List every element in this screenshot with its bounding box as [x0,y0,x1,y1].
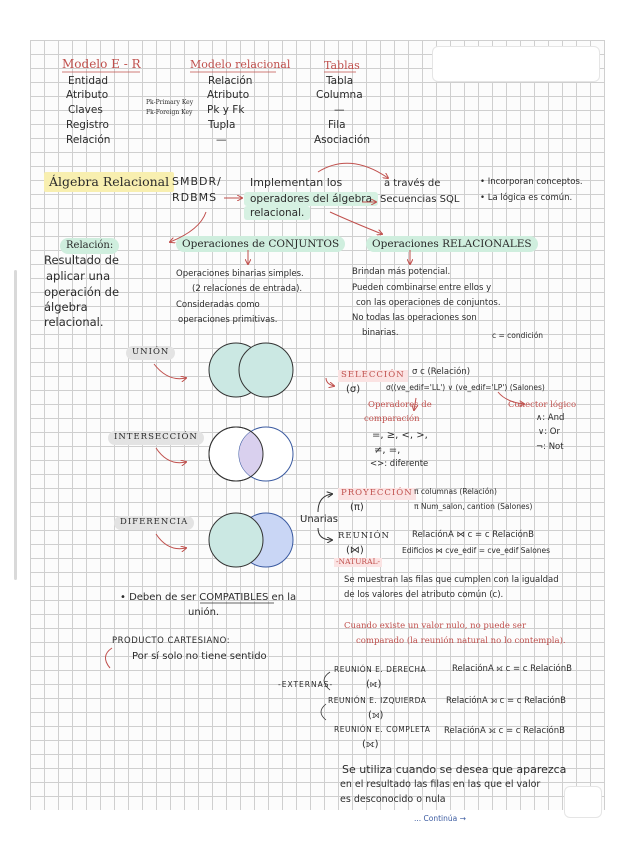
reunion-label: REUNIÓN [338,531,390,541]
tablas-item: Tabla [326,75,354,87]
traves-line: a través de [384,178,441,189]
modelo-relacional-item: — [216,134,227,146]
externa-name: REUNIÓN E. COMPLETA [334,725,431,734]
continua-note: ... Continúa → [414,814,466,823]
arrow-icon [170,212,206,242]
ops-conjuntos-line: Operaciones binarias simples. [176,269,304,279]
tablas-item: Fila [328,119,346,131]
ops-relacionales-line: con las operaciones de conjuntos. [356,298,501,308]
ops-relacionales-line: No todas las operaciones son [352,313,477,323]
producto-label: PRODUCTO CARTESIANO: [112,636,231,646]
operadores-label: comparación [364,414,420,424]
modelo-er-item: Relación [66,134,111,146]
tablas-item: Columna [316,89,363,101]
externa-symbol: (⟗) [362,739,379,750]
proyeccion-example: π Num_salon, cantion (Salones) [414,502,533,511]
arrow-icon [326,378,334,386]
diferencia-label: DIFERENCIA [114,516,194,530]
modelo-relacional-title: Modelo relacional [190,58,291,71]
algebra-note: • Incorporan conceptos. [480,177,583,187]
reunion-nulo: Cuando existe un valor nulo, no puede ser [344,621,527,631]
operadores-list: <>: diferente [370,459,429,469]
externa-symbol: (⟖) [366,679,382,690]
externa-syntax: RelaciónA ⟖ c = c RelaciónB [452,664,572,674]
algebra-title: Álgebra Relacional [44,172,174,192]
modelo-er-item: Registro [66,119,109,131]
ops-relacionales-title: Operaciones RELACIONALES [366,236,538,252]
seleccion-symbol: (σ) [346,384,361,395]
conector-list: ∧: And [536,413,565,423]
externa-name: REUNIÓN E. DERECHA [334,665,427,674]
proyeccion-syntax: π columnas (Relación) [414,487,497,496]
arrow-icon [156,534,186,549]
implementan-line: Implementan los [250,176,343,189]
arrow-icon [414,398,416,410]
externa-syntax: RelaciónA ⟗ c = c RelaciónB [444,726,565,736]
relacion-def: álgebra [44,300,88,314]
externas-desc: es desconocido o nula [340,794,446,805]
relacion-def: Resultado de [44,253,119,267]
traves-line: Secuencias SQL [380,194,460,205]
condicion-note: c = condición [492,331,544,340]
venn-circle-b [239,343,293,397]
seleccion-syntax: σ c (Relación) [412,367,471,377]
arrow-icon [330,212,382,234]
relacion-def: aplicar una [46,269,111,283]
rdbms-label: RDBMS [172,191,218,204]
relacion-def: relacional. [44,315,104,329]
conector-list: ∨: Or [538,427,560,437]
arrow-icon [105,648,112,668]
arrow-icon [318,494,332,512]
reunion-symbol: (⋈) [346,545,364,556]
ops-relacionales-line: Pueden combinarse entre ellos y [352,283,492,293]
reunion-example: Edificios ⋈ cve_edif = cve_edif Salones [402,546,551,555]
fk-note: Fk-Foreign Key [146,109,193,116]
reunion-desc: de los valores del atributo común (c). [344,590,504,600]
operadores-label: Operadores de [368,400,432,410]
arrow-icon [154,364,186,379]
operadores-list: ≠, =, [374,445,401,456]
operadores-list: =, ≥, <, >, [372,430,428,441]
modelo-relacional-item: Pk y Fk [207,104,245,116]
unarias-label: Unarias [300,514,339,525]
reunion-syntax: RelaciónA ⋈ c = c RelaciónB [412,530,535,540]
modelo-er-title: Modelo E - R [62,57,141,71]
ops-conjuntos-line: (2 relaciones de entrada). [192,284,303,294]
producto-note: Por sí solo no tiene sentido [132,651,267,662]
reunion-desc: Se muestran las filas que cumplen con la igualdad [344,575,559,585]
compatibles-note: unión. [188,607,220,618]
ops-conjuntos-line: operaciones primitivas. [178,315,278,325]
externa-name: REUNIÓN E. IZQUIERDA [328,696,427,705]
ops-relacionales-line: Brindan más potencial. [352,267,451,277]
pk-note: Pk-Primary Key [146,99,194,106]
seleccion-label: SELECCIÓN [338,370,408,382]
modelo-relacional-item: Tupla [208,119,236,131]
tablas-item: — [334,104,345,116]
union-label: UNIÓN [126,346,175,360]
reunion-nulo: comparado (la reunión natural no lo contempla). [356,636,566,646]
modelo-er-item: Entidad [68,75,109,87]
ops-conjuntos-line: Consideradas como [176,300,260,310]
ops-conjuntos-title: Operaciones de CONJUNTOS [176,236,345,252]
conector-label: Conector lógico [508,400,577,410]
modelo-relacional-item: Atributo [207,89,250,101]
sgbd-label: SMBDR/ [172,175,222,188]
externas-desc: en el resultado las filas en las que el valor [340,779,541,790]
proyeccion-label: PROYECCIÓN [338,488,416,500]
externa-symbol: (⟕) [368,710,384,721]
arrow-icon [318,163,388,178]
algebra-note: • La lógica es común. [480,193,573,203]
venn-circle-a [209,513,263,567]
implementan-line: relacional. [244,206,310,220]
modelo-er-item: Atributo [66,89,109,101]
tablas-item: Asociación [314,134,370,146]
implementan-line: operadores del álgebra [244,192,378,206]
modelo-er-item: Claves [68,104,103,116]
arrow-icon [318,528,332,540]
externa-syntax: RelaciónA ⟕ c = c RelaciónB [446,696,566,706]
externas-label: -EXTERNAS- [278,680,334,689]
conector-list: ¬: Not [536,442,564,452]
compatibles-note: • Deben de ser COMPATIBLES en la [120,592,297,603]
seleccion-example: σ((ve_edif='LL') ∨ (ve_edif='LP') (Salones) [386,383,545,392]
arrow-icon [156,448,186,463]
arrow-icon [498,392,524,404]
relacion-def: operación de [44,285,120,299]
modelo-relacional-item: Relación [208,75,253,87]
ops-relacionales-line: binarias. [362,328,399,338]
reunion-natural: -NATURAL- [336,557,381,566]
relacion-label: Relación: [60,238,119,254]
proyeccion-symbol: (π) [350,502,364,513]
externas-desc: Se utiliza cuando se desea que aparezca [342,763,567,776]
interseccion-label: INTERSECCIÓN [108,431,204,445]
tablas-title: Tablas [324,59,360,72]
